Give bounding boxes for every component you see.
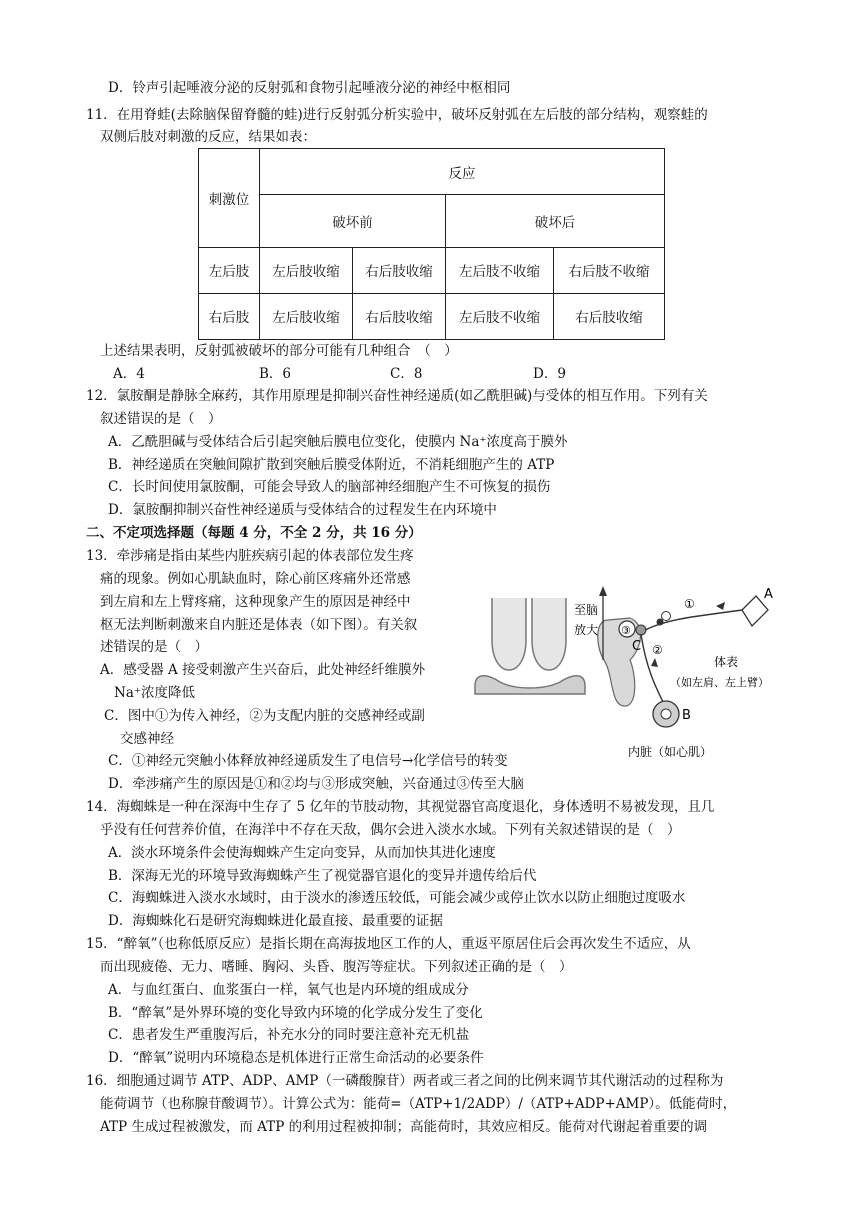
q11-option-d: D．9 <box>533 366 566 382</box>
table-cell: 左后肢不收缩 <box>446 247 554 293</box>
q12-stem-line2: 叙述错误的是（ ） <box>100 411 222 427</box>
neuron-3-label: ③ <box>621 624 631 637</box>
q13-option-b-line1: C．图中①为传入神经，②为支配内脏的交感神经或副 <box>104 708 425 724</box>
q11-stem-line1: 11．在用脊蛙(去除脑保留脊髓的蛙)进行反射弧分析实验中，破坏反射弧在左后肢的部分结构，观察蛙的 <box>86 107 708 123</box>
q12-option-a: A．乙酰胆碱与受体结合后引起突触后膜电位变化，使膜内 Na⁺浓度高于膜外 <box>108 434 568 450</box>
q15-option-d: D．“醉氧”说明内环境稳态是机体进行正常生命活动的必要条件 <box>108 1050 484 1066</box>
table-row <box>199 293 665 339</box>
table-cell: 右后肢收缩 <box>353 247 446 293</box>
neuron-1-label: ① <box>684 597 695 611</box>
header-stimulus-site: 刺激位 <box>199 149 260 248</box>
q14-option-a: A．淡水环境条件会使海蜘蛛产生定向变异，从而加快其进化速度 <box>108 845 496 861</box>
table-row <box>199 247 665 293</box>
q11-option-c: C．8 <box>390 366 423 382</box>
q15-option-a: A．与血红蛋白、血浆蛋白一样，氧气也是内环境的组成成分 <box>108 982 469 998</box>
q16-stem-line1: 16．细胞通过调节 ATP、ADP、AMP（一磷酸腺苷）两者或三者之间的比例来调节其代谢活动的过程称为 <box>86 1073 724 1089</box>
neuron-2-label: ② <box>652 643 663 657</box>
label-c: C <box>632 639 642 654</box>
label-internal-organ: 内脏（如心肌） <box>628 745 713 759</box>
table-cell: 右后肢收缩 <box>554 293 665 339</box>
q10-option-d: D．铃声引起唾液分泌的反射弧和食物引起唾液分泌的神经中枢相同 <box>108 80 511 96</box>
table-cell: 左后肢不收缩 <box>446 293 554 339</box>
header-after-damage: 破坏后 <box>446 195 665 247</box>
q16-stem-line3: ATP 生成过程被激发，而 ATP 的利用过程被抑制；高能荷时，其效应相反。能荷对代谢起着重要的调 <box>100 1119 708 1135</box>
header-before-damage: 破坏前 <box>260 195 446 247</box>
q14-option-d: D．海蜘蛛化石是研究海蜘蛛进化最直接、最重要的证据 <box>108 913 443 929</box>
table-cell: 左后肢收缩 <box>260 247 353 293</box>
q12-stem-line1: 12．氯胺酮是静脉全麻药，其作用原理是抑制兴奋性神经递质(如乙酰胆碱)与受体的相互作用。下列有关 <box>86 388 708 404</box>
referred-pain-diagram <box>470 578 790 783</box>
section-heading: 二、不定项选择题（每题 4 分，不全 2 分，共 16 分） <box>86 525 422 541</box>
q13-option-b-line2: 交感神经 <box>120 731 174 747</box>
q12-option-c: C．长时间使用氯胺酮，可能会导致人的脑部神经细胞产生不可恢复的损伤 <box>108 479 551 495</box>
table-cell: 右后肢收缩 <box>353 293 446 339</box>
label-body-surface: 体表 <box>714 655 739 669</box>
q13-option-a-line1: A．感受器 A 接受刺激产生兴奋后，此处神经纤维膜外 <box>100 662 426 678</box>
q15-stem-line2: 而出现疲倦、无力、嗜睡、胸闷、头昏、腹泻等症状。下列叙述正确的是（ ） <box>100 959 573 975</box>
header-reaction: 反应 <box>260 149 665 195</box>
label-body-examples: （如左肩、左上臂） <box>670 676 769 689</box>
q14-option-c: C．海蜘蛛进入淡水水域时，由于淡水的渗透压较低，可能会减少或停止饮水以防止细胞过度吸水 <box>108 890 686 906</box>
q13-stem-line1: 13．牵涉痛是指由某些内脏疾病引起的体表部位发生疼 <box>86 548 414 564</box>
q11-stem-line2: 双侧后肢对刺激的反应，结果如表： <box>100 129 316 145</box>
synapse-illustration <box>475 598 585 694</box>
q16-stem-line2: 能荷调节（也称腺苷酸调节）。计算公式为：能荷=（ATP+1/2ADP）/（ATP+ADP+AMP）。低能荷时， <box>100 1096 737 1112</box>
table-cell: 左后肢 <box>199 247 260 293</box>
q15-stem-line1: 15．“醉氧”（也称低原反应）是指长期在高海拔地区工作的人，重返平原居住后会再次发生不适应，从 <box>86 936 691 952</box>
q15-option-b: B．“醉氧”是外界环境的变化导致内环境的化学成分发生了变化 <box>108 1005 483 1021</box>
label-a: A <box>764 587 773 602</box>
q11-reaction-table <box>198 148 665 340</box>
q13-option-c: C．①神经元突触小体释放神经递质发生了电信号→化学信号的转变 <box>108 753 508 769</box>
q14-option-b: B．深海无光的环境导致海蜘蛛产生了视觉器官退化的变异并遗传给后代 <box>108 868 537 884</box>
table-cell: 左后肢收缩 <box>260 293 353 339</box>
q13-stem-line2: 痛的现象。例如心肌缺血时，除心前区疼痛外还常感 <box>100 571 411 587</box>
q11-option-a: A．4 <box>113 366 145 382</box>
q14-stem-line1: 14．海蜘蛛是一种在深海中生存了 5 亿年的节肢动物，其视觉器官高度退化，身体透明不易被发现，且几 <box>86 799 715 815</box>
q15-option-c: C．患者发生严重腹泻后，补充水分的同时要注意补充无机盐 <box>108 1027 470 1043</box>
q11-question: 上述结果表明，反射弧被破坏的部分可能有几种组合 （ ） <box>100 343 458 359</box>
q12-option-b: B．神经递质在突触间隙扩散到突触后膜受体附近，不消耗细胞产生的 ATP <box>108 457 555 473</box>
q11-option-b: B．6 <box>259 366 292 382</box>
table-cell: 右后肢不收缩 <box>554 247 665 293</box>
q13-stem-line3: 到左肩和左上臂疼痛，这种现象产生的原因是神经中 <box>100 594 411 610</box>
q14-stem-line2: 乎没有任何营养价值，在海洋中不存在天敌，偶尔会进入淡水水域。下列有关叙述错误的是（ ） <box>100 822 681 838</box>
q12-option-d: D．氯胺酮抑制兴奋性神经递质与受体结合的过程发生在内环境中 <box>108 502 497 518</box>
label-b: B <box>682 708 691 723</box>
label-to-brain: 至脑 <box>574 603 599 617</box>
table-cell: 右后肢 <box>199 293 260 339</box>
q13-stem-line4: 枢无法判断刺激来自内脏还是体表（如下图）。有关叙 <box>100 617 418 633</box>
q13-option-d: D．牵涉痛产生的原因是①和②均与③形成突触，兴奋通过③传至大脑 <box>108 776 524 792</box>
label-amplify: 放大 <box>574 623 599 637</box>
q13-option-a-line2: Na⁺浓度降低 <box>114 685 195 701</box>
q13-stem-line5: 述错误的是（ ） <box>100 639 208 655</box>
